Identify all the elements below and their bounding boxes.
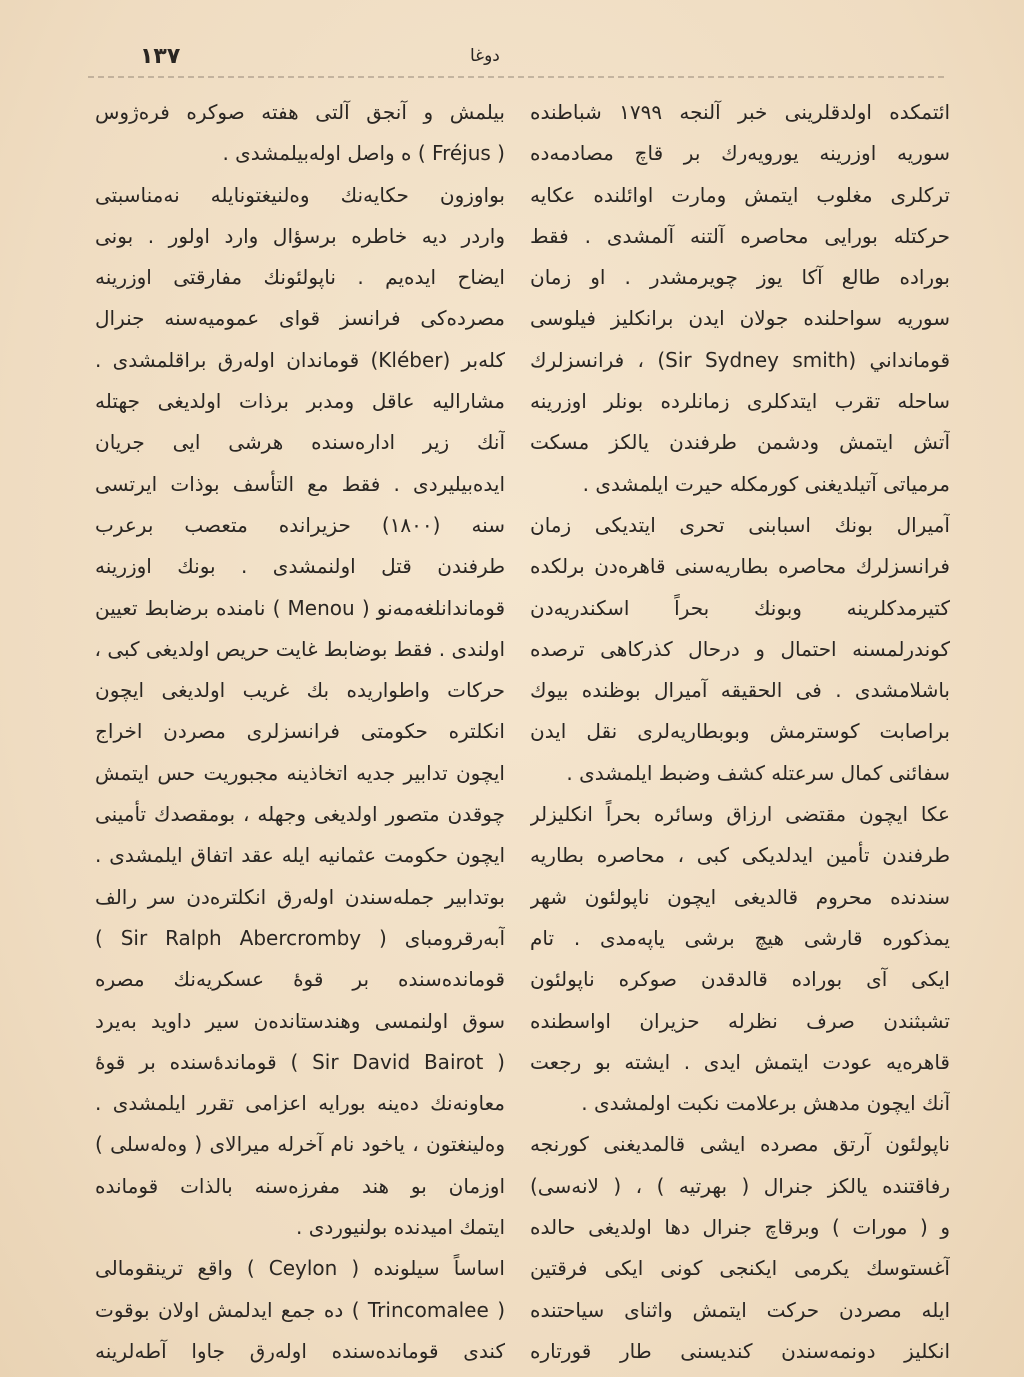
text-line: سوریه سواحلنده جولان ایدن برانکلیز فیلوسی [530,306,950,331]
text-line: مصرده‌کی فرانسز قوای عمومیه‌سنه جنرال [95,306,505,331]
page-header [0,44,1024,74]
text-line: و ( مورات ) وبرقاچ جنرال دها اولدیغی حالده [530,1215,950,1240]
text-line: آمیرال بونك اسبابنی تحری ایتدیکی زمان [530,512,950,537]
text-line: قوماندانلغه‌مه‌نو ( Menou ) نامنده برضابط تعیین [95,595,505,620]
text-line: ( Sir David Bairot ) قوماندهٔ‌سنده بر قوه‌ٔ [95,1049,505,1074]
text-line: واردر دیه خاطره برسؤال وارد اولور . بونی [95,223,505,248]
text-line: مرمیاتی آتیلدیغنی کورمکله حیرت ایلمشدی . [582,471,950,496]
left-text-column [95,92,505,1372]
text-line: آغستوسك یکرمی ایکنجی کونی ایکی فرقتین [530,1256,950,1281]
text-line: ساحله تقرب ایتدکلری زمانلرده بونلر اوزرینه [530,389,950,414]
text-line: براصابت کوسترمش وبوبطاریه‌لری نقل ایدن [530,719,950,744]
text-line: حرکات واطواریده بك غریب اولدیغی ایچون [95,678,505,703]
text-line: ائتمكده اولدقلرینی خبر آلنجه ١٧٩٩ شباطنده [530,100,950,124]
text-line: ایتمك امیدنده بولنیوردی . [296,1215,505,1240]
text-line: بیلمش و آنجق آلتی هفته صوکره فره‌ژوس [95,100,505,124]
text-line: ناپولئون آرتق مصرده ایشی قالمدیغنی کورنجه [530,1132,950,1157]
text-line: ایچون حکومت عثمانیه ایله عقد اتفاق ایلمشدی . [95,843,505,868]
text-line: آبه‌رقرومبای ( Sir Ralph Abercromby ) [95,925,505,950]
text-line: ( Trincomalee ) ده جمع ایدلمش اولان بوقوت [95,1297,505,1322]
text-line: تشبثندن صرف نظرله حزیران اواسطنده [530,1008,950,1033]
text-line: وه‌لینغتون ، یاخود نام آخرله میرالای ( وه‌له‌سلی ) [95,1132,505,1157]
text-line: بواوزون حکایه‌نك وه‌لنیغتونایله نه‌مناسبتی [95,182,505,207]
text-line: کندی قوماندەسنده اوله‌رق جاوا آطه‌لرینه [95,1338,505,1363]
page-number: ١٣٧ [140,44,181,69]
text-line: کوندرلمسنه احتمال و درحال کذرکاهی ترصده [530,636,950,661]
text-line: بوتدابیر جمله‌سندن اوله‌رق انکلتره‌دن سر رالف [95,884,505,909]
text-line: ترکلری مغلوب ایتمش ومارت اوائلنده عکایه [530,182,950,207]
text-line: کتیرمدکلرینه وبونك بحراً اسکندریه‌دن [530,595,950,620]
text-line: طرفندن قتل اولنمشدی . بونك اوزرینه [95,554,505,579]
text-line: چوقدن متصور اولدیغی وجهله ، بومقصدك تأمینی [95,802,505,827]
text-line: باشلامشدی . فی الحقیقه آمیرال بوظنده بیوك [530,678,950,703]
text-line: آنك زیر اداره‌سنده هرشی ایی جریان [95,430,505,455]
text-line: ایده‌بیلیردی . فقط مع التأسف بوذات ایرتسی [95,471,505,496]
text-line: ایضاح ایده‌یم . ناپولئونك مفارقتی اوزرینه [95,265,505,290]
text-line: کله‌بر (Kléber) قوماندان اوله‌رق براقلمشدی . [95,347,505,372]
text-line: قومانداني (Sir Sydney smith) ، فرانسزلرك [530,347,950,372]
text-line: رفاقتنده یالکز جنرال ( بهرتیه ) ، ( لانه‌سی) [530,1173,950,1198]
text-line: ( Fréjus ) ه واصل اوله‌بیلمشدی . [222,141,505,166]
running-title: دوغا [470,46,500,66]
text-line: آنك ایچون مدهش برعلامت نکبت اولمشدی . [581,1091,950,1116]
text-line: حرکتله بورایی محاصره آلتنه آلمشدی . فقط [530,223,950,248]
text-line: ایکی آی بوراده قالدقدن صوکره ناپولئون [530,967,950,992]
text-line: یمذکوره قارشی هیچ برشی یاپه‌مدی . تام [530,925,950,950]
text-line: فرانسزلرك محاصره بطاریه‌سنی قاهره‌دن برلکده [530,554,950,579]
text-line: اوزمان بو هند مفرزه‌سنه بالذات قوماندە [95,1173,505,1198]
right-text-column [530,92,950,1372]
text-line: معاونه‌نك ده‌ینه بورایه اعزامی تقرر ایلمشدی . [95,1091,505,1116]
text-line: سوریه اوزرینه یورویه‌رك بر قاچ مصادمه‌ده [530,141,950,166]
text-line: قومانده‌سنده بر قوه‌ٔ عسکریه‌نك مصره [95,967,505,992]
text-line: سنه (١٨٠٠) حزیرانده متعصب برعرب [95,512,505,537]
text-line: اولندی . فقط بوضابط غایت حریص اولدیغی کبی ، [95,636,505,661]
text-line: سفائنی کمال سرعتله کشف وضبط ایلمشدی . [566,760,950,785]
text-line: سندنده محروم قالدیغی ایچون ناپولئون شهر [530,884,950,909]
text-line: اساساً سیلونده ( Ceylon ) واقع ترینقومالی [95,1256,505,1281]
text-line: ایچون تدابیر جدیه اتخاذینه مجبوریت حس ایتمش [95,760,505,785]
text-line: انکلیز دونمه‌سندن کندیسنی طار قورتاره‌ [530,1338,950,1363]
text-line: آتش ایتمش ودشمن طرفندن یالکز مسکت [530,430,950,455]
header-rule [88,74,948,80]
text-line: مشارالیه عاقل ومدبر برذات اولدیغی جهتله [95,389,505,414]
text-line: عکا ایچون مقتضی ارزاق وسائره بحراً انکلیزلر [530,802,950,827]
text-line: انکلتره حکومتی فرانسزلری مصردن اخراج [95,719,505,744]
text-line: بوراده طالع آکا یوز چویرمشدر . او زمان [530,265,950,290]
text-line: سوق اولنمسی وهندستانده‌ن سیر داوید به‌یرد [95,1008,505,1033]
text-line: قاهره‌یه عودت ایتمش ایدی . ایشته بو رجعت [530,1049,950,1074]
text-line: طرفندن تأمین ایدلدیکی کبی ، محاصره بطاریه‌ [530,843,950,868]
text-line: ایله مصردن حرکت ایتمش واثنای سیاحتنده [530,1297,950,1322]
